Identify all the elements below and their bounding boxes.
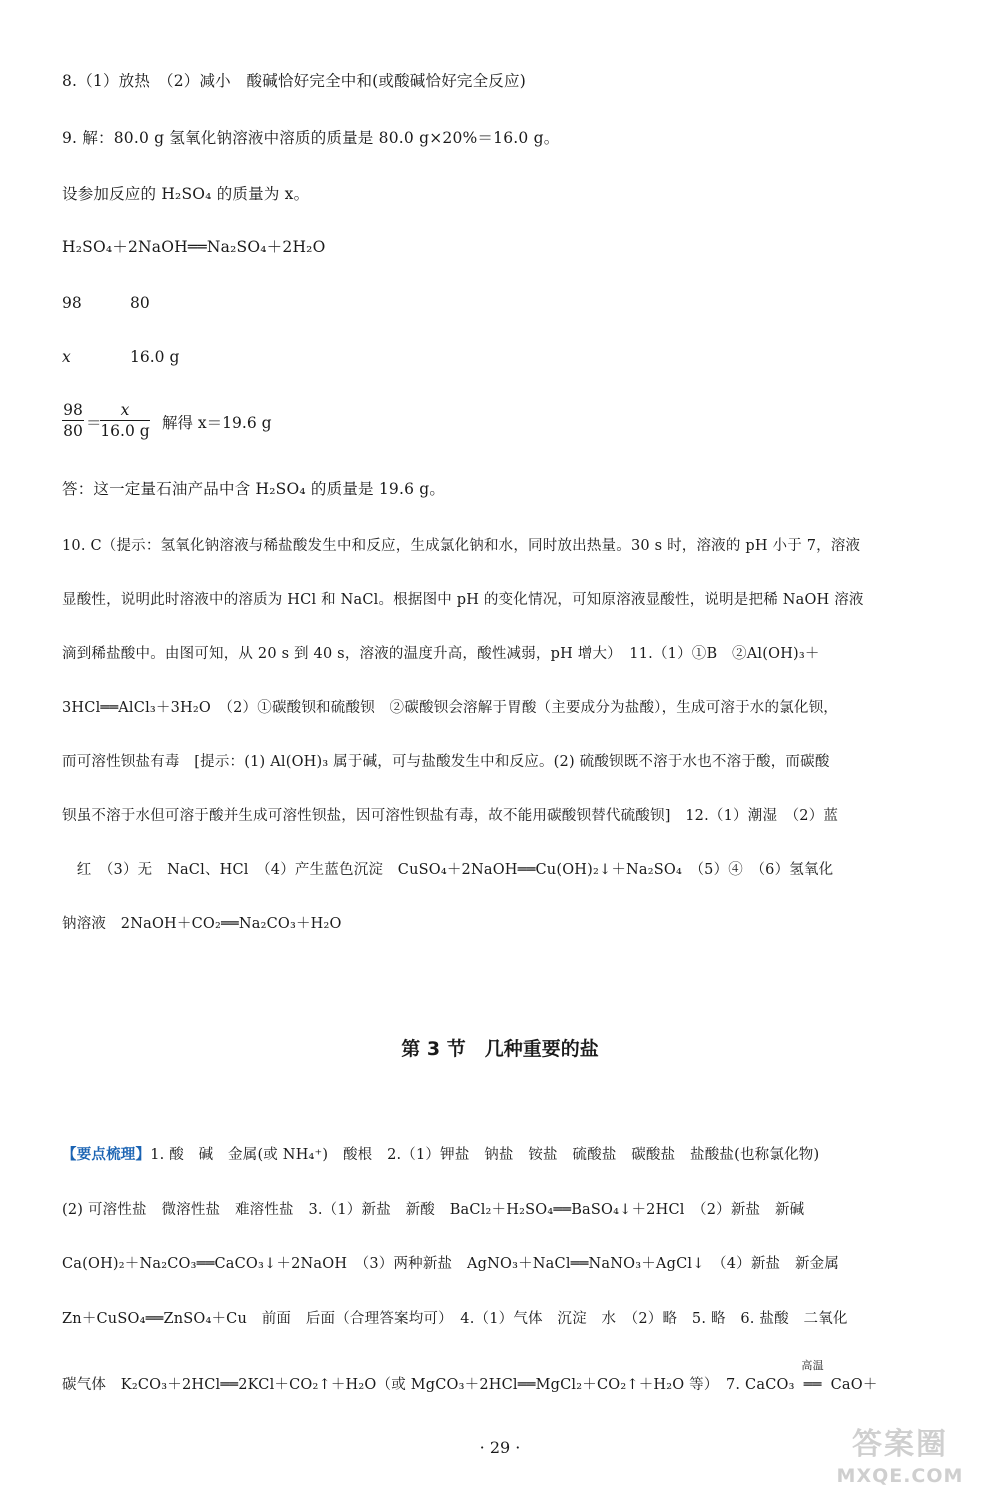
answer-12-line2: 钠溶液 2NaOH＋CO₂══Na₂CO₃＋H₂O (62, 916, 342, 932)
key-points-line1-text: 1. 酸 碱 金属(或 NH₄⁺) 酸根 2.（1）钾盐 钠盐 铵盐 硫酸盐 碳酸盐 盐酸盐(也称氯化物) (150, 1147, 820, 1163)
reaction-condition: 高温 ══ (795, 1374, 831, 1396)
ratio-r2c2: 16.0 g (130, 348, 180, 366)
equals-sign: ＝ (86, 414, 102, 432)
key-points-line4: Zn＋CuSO₄══ZnSO₄＋Cu 前面 后面（合理答案均可） 4.（1）气体 沉淀 水 （2）略 5. 略 6. 盐酸 二氧化 (62, 1311, 848, 1327)
key-points-tag: 【要点梳理】 (62, 1147, 151, 1163)
answer-10-line1: 10. C（提示：氢氧化钠溶液与稀盐酸发生中和反应，生成氯化钠和水，同时放出热量。30 s 时，溶液的 pH 小于 7，溶液 (62, 538, 861, 554)
answer-10-line2: 显酸性，说明此时溶液中的溶质为 HCl 和 NaCl。根据图中 pH 的变化情况，可知原溶液显酸性，说明是把稀 NaOH 溶液 (62, 592, 864, 608)
answer-11-line2: 而可溶性钡盐有毒 [提示：(1) Al(OH)₃ 属于碱，可与盐酸发生中和反应。(2) 硫酸钡既不溶于水也不溶于酸，而碳酸 (62, 754, 830, 770)
fraction-right-num: x (120, 401, 130, 419)
answer-9-intro: 9. 解：80.0 g 氢氧化钠溶液中溶质的质量是 80.0 g×20%＝16.0 g。 (62, 129, 560, 147)
watermark-logo (820, 1426, 980, 1496)
answer-9-conclusion: 答：这一定量石油产品中含 H₂SO₄ 的质量是 19.6 g。 (62, 480, 446, 498)
key-points-line5-text: 碳气体 K₂CO₃＋2HCl══2KCl＋CO₂↑＋H₂O（或 MgCO₃＋2HCl══MgCl₂＋CO₂↑＋H₂O 等） 7. CaCO₃ (62, 1377, 795, 1393)
fraction-right-den: 16.0 g (100, 422, 150, 440)
reaction-condition-label: 高温 (801, 1359, 824, 1372)
key-points-line2: (2) 可溶性盐 微溶性盐 难溶性盐 3.（1）新盐 新酸 BaCl₂＋H₂SO₄══BaSO₄↓＋2HCl （2）新盐 新碱 (62, 1202, 805, 1218)
answer-11-line3: 钡虽不溶于水但可溶于酸并生成可溶性钡盐，因可溶性钡盐有毒，故不能用碳酸钡替代硫酸钡] 12.（1）潮湿 （2）蓝 (62, 808, 839, 824)
answer-9-setup: 设参加反应的 H₂SO₄ 的质量为 x。 (62, 185, 310, 203)
ratio-r2c1: x (62, 348, 71, 366)
key-points-line5 (62, 1359, 960, 1396)
ratio-r1c2: 80 (130, 294, 150, 312)
key-points-line3: Ca(OH)₂＋Na₂CO₃══CaCO₃↓＋2NaOH （3）两种新盐 AgNO₃＋NaCl══NaNO₃＋AgCl↓ （4）新盐 新金属 (62, 1256, 840, 1272)
page-number: · 29 · (479, 1438, 521, 1457)
key-points-line5-end: CaO＋ (830, 1377, 878, 1393)
answer-9-equation: H₂SO₄＋2NaOH══Na₂SO₄＋2H₂O (62, 238, 326, 256)
watermark-bottom: MXQE.COM (836, 1465, 964, 1487)
section-title: 第 3 节 几种重要的盐 (401, 1038, 599, 1060)
fraction-left-num: 98 (63, 401, 83, 419)
answer-8: 8.（1）放热 （2）减小 酸碱恰好完全中和(或酸碱恰好完全反应) (62, 72, 526, 90)
key-points-line1 (62, 1144, 960, 1166)
answer-10-line3: 滴到稀盐酸中。由图可知，从 20 s 到 40 s，溶液的温度升高，酸性减弱，pH 增大） 11.（1）①B ②Al(OH)₃＋ (62, 646, 820, 662)
fraction-right (100, 400, 150, 441)
ratio-r1c1: 98 (62, 294, 82, 312)
solution-result: 解得 x＝19.6 g (162, 414, 272, 432)
watermark-top: 答案圈 (852, 1427, 948, 1462)
fraction-left (62, 400, 84, 441)
answer-11-line1: 3HCl══AlCl₃＋3H₂O （2）①碳酸钡和硫酸钡 ②碳酸钡会溶解于胃酸（主要成分为盐酸），生成可溶于水的氯化钡， (62, 700, 839, 716)
fraction-left-den: 80 (63, 422, 83, 440)
answer-12-line1: 红 （3）无 NaCl、HCl （4）产生蓝色沉淀 CuSO₄＋2NaOH══Cu(OH)₂↓＋Na₂SO₄ （5）④ （6）氢氧化 (62, 862, 834, 878)
